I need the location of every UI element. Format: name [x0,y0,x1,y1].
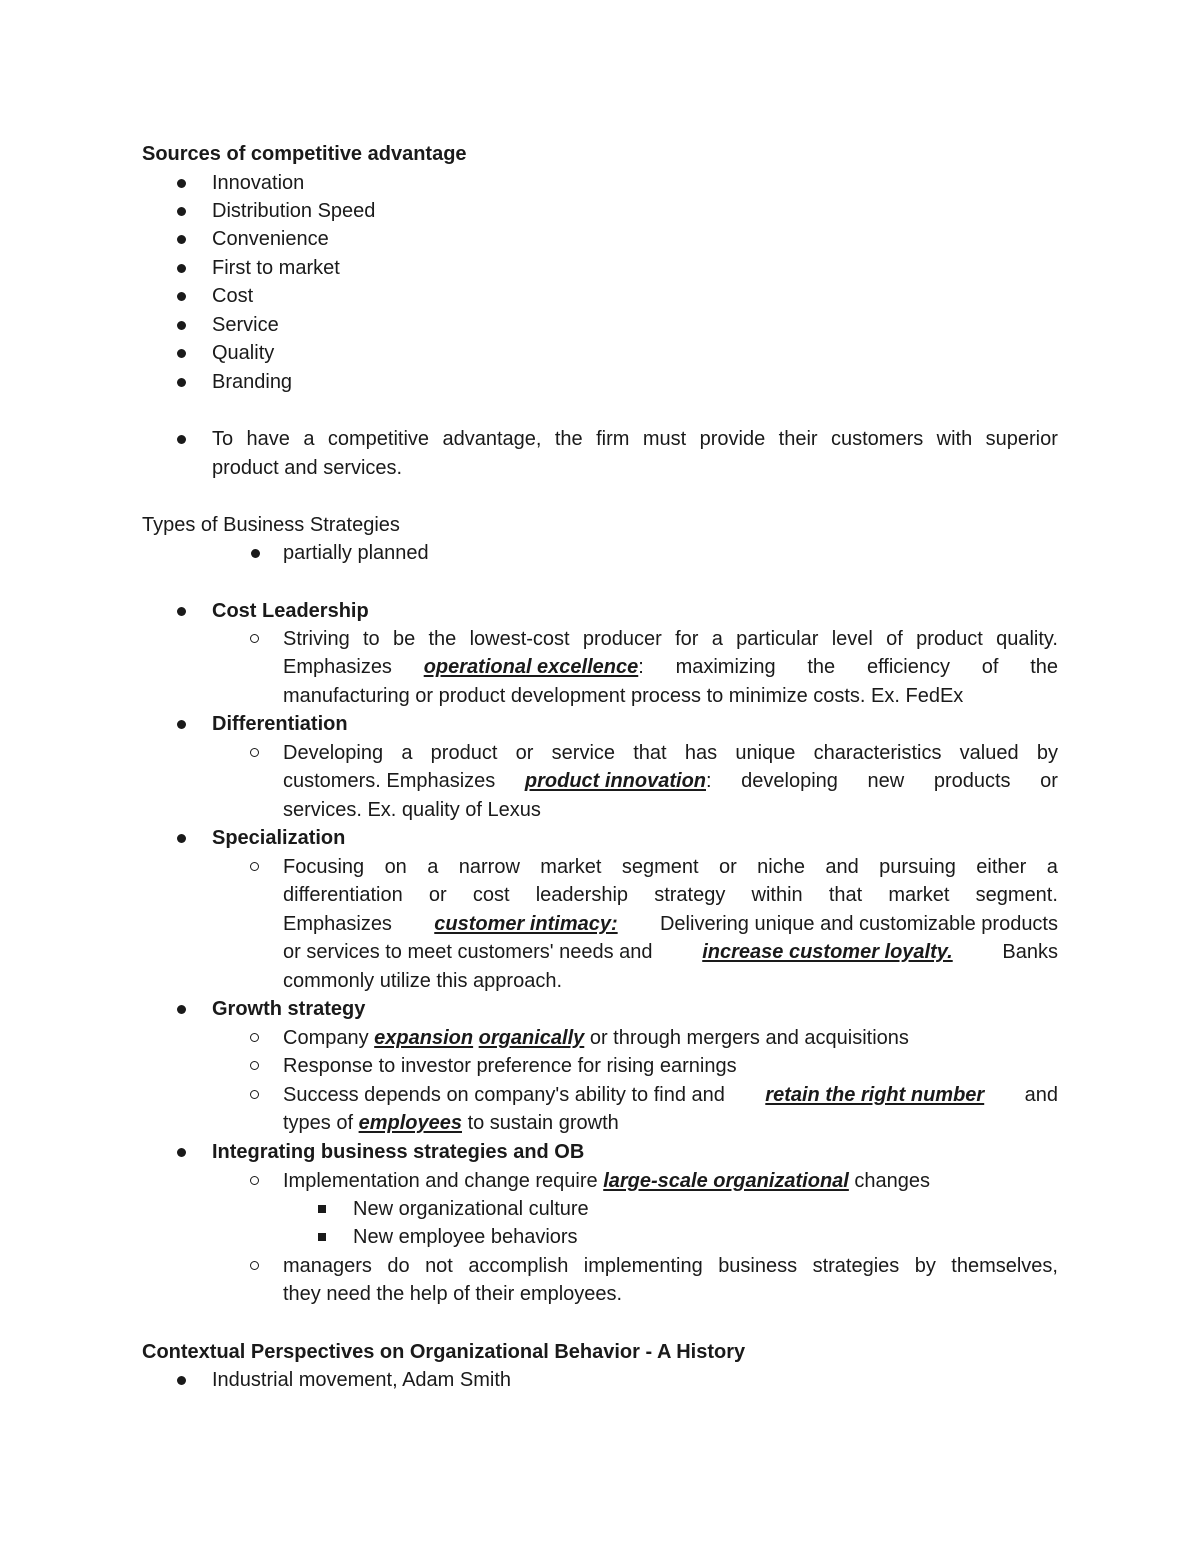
word: segment. [975,884,1058,906]
word: of [886,628,903,650]
emphasis-term: product innovation [524,770,706,792]
word: to [362,628,380,650]
circle-bullet-icon [250,862,259,871]
word: of [981,656,999,678]
word: do [387,1255,410,1277]
bullet-icon [177,235,186,244]
word: either [976,856,1027,878]
circle-bullet-icon [250,1061,259,1070]
word: particular [736,628,819,650]
word: maximizing [675,656,776,678]
word: pursuing [879,856,956,878]
bullet-icon [177,435,186,444]
word: products [933,770,1011,792]
word: quality. [996,628,1058,650]
emphasis-term: organically [478,1027,585,1049]
word: the [428,628,457,650]
word: implementing [583,1255,703,1277]
word: level [831,628,873,650]
bullet-icon [177,292,186,301]
justified-line [283,853,1058,881]
word: a [427,856,439,878]
word: strategies [812,1255,900,1277]
circle-bullet-icon [250,1261,259,1270]
word: firm [596,428,630,450]
word: or [428,884,447,906]
bullet-icon [177,1148,186,1157]
word: product [916,628,983,650]
justified-line [212,425,1058,453]
word: that [828,884,863,906]
emphasis-term: expansion [374,1027,474,1049]
emphasis-term: employees [358,1112,462,1134]
word: To [212,428,234,450]
word: product [430,742,498,764]
word: a [711,628,723,650]
word: business [718,1255,798,1277]
word: the [1030,656,1058,678]
word: lowest-cost [469,628,570,650]
word: market [540,856,602,878]
word: for [675,628,699,650]
word: by [1036,742,1058,764]
bullet-icon [177,207,186,216]
word: must [642,428,687,450]
word: with [936,428,973,450]
word: a [303,428,315,450]
word: producer [582,628,662,650]
bullet-icon [177,834,186,843]
word: a [1046,856,1058,878]
bullet-icon [177,264,186,273]
square-bullet-icon [318,1233,326,1241]
word: unique [735,742,796,764]
circle-bullet-icon [250,748,259,757]
word: customers [830,428,924,450]
bullet-icon [251,549,260,558]
bullet-icon [177,179,186,188]
word: differentiation [283,884,403,906]
bullet-icon [177,349,186,358]
word: leadership [535,884,629,906]
emphasis-term: large-scale organizational [603,1170,849,1192]
bullet-icon [177,1005,186,1014]
bullet-icon [177,321,186,330]
word: or [1040,770,1058,792]
word: cost [472,884,510,906]
circle-bullet-icon [250,634,259,643]
word: not [425,1255,453,1277]
word: managers [283,1255,372,1277]
word: a [401,742,413,764]
word: or [515,742,534,764]
word: efficiency [866,656,950,678]
justified-line [283,881,1058,909]
circle-bullet-icon [250,1033,259,1042]
word: the [554,428,583,450]
word: their [778,428,818,450]
word: themselves, [951,1255,1058,1277]
bullet-icon [177,720,186,729]
word: or [718,856,737,878]
word: be [392,628,416,650]
bullet-icon [177,378,186,387]
word: have [246,428,290,450]
word: that [633,742,667,764]
emphasis-term: retain the right number [765,1084,985,1106]
word: narrow [458,856,520,878]
bullet-icon [177,607,186,616]
bullet-icon [177,1376,186,1385]
word: superior [985,428,1058,450]
word: Focusing [283,856,365,878]
word: market [888,884,950,906]
justified-line [283,1252,1058,1280]
circle-bullet-icon [250,1090,259,1099]
word: developing [741,770,838,792]
word: strategy [654,884,726,906]
word: by [914,1255,936,1277]
square-bullet-icon [318,1205,326,1213]
document-page: Sources of competitive advantage Innovation Distribution Speed Convenience First to market Cost Service Quality Branding To have a competitive advantage, the firm must provide their customers with superior product and services. Types of Business Strategies partially planned Cost Leadership Striving to be the lowest-cost producer for a particular level of product quality. Emphasizes operational excellence: maximizing the efficiency of the manufacturing or product development process to minimize costs. Ex. FedEx Differentiation Developing a product or service that has unique characteristics valued by customers. Emphasizes product innovation: developing new products or services. Ex. quality of Lexus Specialization Focusing on a narrow market segment or niche and pursuing either a differentiation or cost leadership strategy within that market segment. Emphasizes customer intimacy: Delivering unique and customizable products or services to meet customers' needs and increase customer loyalty. Banks commonly utilize this approach. Growth strategy Company expansion organically or through mergers and acquisitions Response to investor preference for rising earnings Success depends on company's ability to find and retain the right number and types of employees to sustain growth Integrating business strategies and OB Implementation and change require large-scale organizational changes New organizational culture New employee behaviors managers do not accomplish implementing business strategies by themselves, they need the help of their employees. Contextual Perspectives on Organizational Behavior - A History Industrial movement, Adam Smith [142,143,1058,1391]
word: and [825,856,859,878]
word: Striving [283,628,350,650]
circle-bullet-icon [250,1176,259,1185]
word: competitive [327,428,430,450]
word: segment [621,856,699,878]
justified-line [283,739,1058,767]
word: service [551,742,616,764]
emphasis-term: operational excellence [423,656,639,678]
word: on [384,856,407,878]
word: accomplish [468,1255,569,1277]
word: provide [699,428,766,450]
word: has [684,742,718,764]
emphasis-term: increase customer loyalty. [702,941,953,963]
justified-line [283,625,1058,653]
word: Developing [283,742,384,764]
word: the [807,656,836,678]
word: advantage, [442,428,542,450]
word: characteristics [813,742,942,764]
word: valued [959,742,1019,764]
word: niche [757,856,805,878]
emphasis-term: customer intimacy: [434,913,618,935]
word: new [867,770,905,792]
word: within [751,884,803,906]
